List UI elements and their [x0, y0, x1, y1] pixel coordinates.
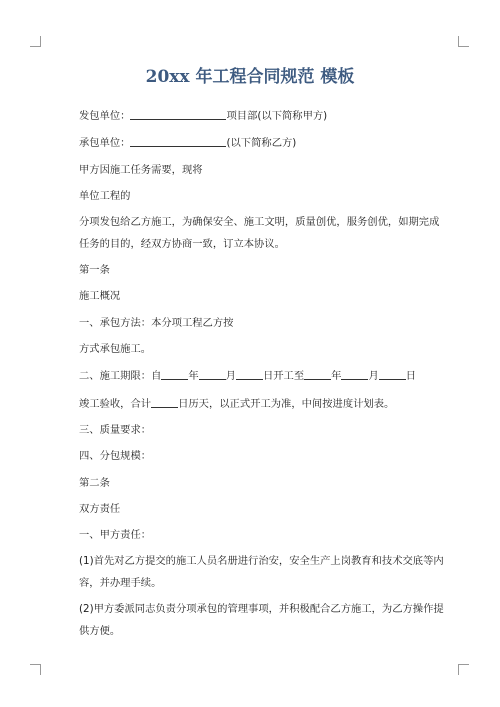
clause-2: (2)甲方委派同志负责分项承包的管理事项，并积极配合乙方施工，为乙方操作提供方便。: [79, 603, 444, 638]
item-scale: 四、分包规模：: [79, 450, 152, 463]
period-label: 二、施工期限：自: [79, 370, 162, 383]
item-quality: 三、质量要求：: [79, 423, 152, 436]
section-overview: 施工概况: [79, 290, 121, 303]
crop-mark-top-left: [30, 36, 41, 47]
blank-start-day: [236, 368, 263, 380]
item-completion: [79, 396, 447, 411]
item-contract-method-cont: 方式承包施工。: [79, 343, 152, 356]
completion-label: 竣工验收，合计: [79, 397, 152, 410]
blank-start-month: [199, 368, 226, 380]
unit-day-2: 日: [405, 370, 417, 383]
paragraph-task: 甲方因施工任务需要，现将: [79, 163, 203, 176]
crop-mark-top-right: [458, 36, 469, 47]
item-contract-method: 一、承包方法：本分项工程乙方按: [79, 316, 234, 329]
section-responsibilities: 双方责任: [79, 502, 121, 515]
paragraph-unit-project: 单位工程的: [79, 189, 131, 202]
blank-total-days: [151, 396, 178, 408]
crop-mark-bottom-left: [30, 664, 41, 675]
paragraph-purpose: 分项发包给乙方施工，为确保安全、施工文明，质量创优，服务创优，如期完成任务的目的，经双方协商一致，订立本协议。: [79, 216, 440, 251]
article-one-heading: 第一条: [79, 264, 110, 277]
blank-end-month: [341, 368, 368, 380]
item-construction-period: [79, 368, 447, 383]
crop-mark-bottom-right: [458, 664, 469, 675]
unit-year: 年: [188, 370, 199, 383]
blank-start-year: [161, 368, 188, 380]
blank-issuer: [130, 108, 226, 120]
unit-month-2: 月: [368, 370, 379, 383]
unit-year-2: 年: [331, 370, 342, 383]
item-party-a: 一、甲方责任：: [79, 529, 152, 542]
start-to: 日开工至: [262, 370, 305, 383]
blank-receiver: [130, 135, 226, 147]
receiver-suffix: (以下简称乙方): [226, 137, 297, 150]
label-receiver: 承包单位：: [79, 137, 131, 150]
blank-end-day: [379, 368, 406, 380]
document-title: [0, 62, 500, 87]
article-two-heading: 第二条: [79, 476, 110, 489]
paragraph-contractor-issuer: [79, 108, 447, 123]
label-issuer: 发包单位：: [79, 110, 131, 122]
blank-end-year: [304, 368, 331, 380]
document-body: [79, 108, 447, 650]
issuer-suffix: 项目部(以下简称甲方): [226, 110, 328, 122]
completion-rest: 日历天，以正式开工为准，中间按进度计划表。: [178, 397, 395, 410]
paragraph-contractor-receiver: [79, 135, 447, 150]
unit-month: 月: [225, 370, 236, 383]
title-text: 年工程合同规范 模板: [189, 67, 355, 87]
title-year: 20xx: [145, 67, 190, 87]
clause-1: (1)首先对乙方提交的施工人员名册进行治安，安全生产上岗教育和技术交底等内容，并办理手续。: [79, 555, 444, 590]
